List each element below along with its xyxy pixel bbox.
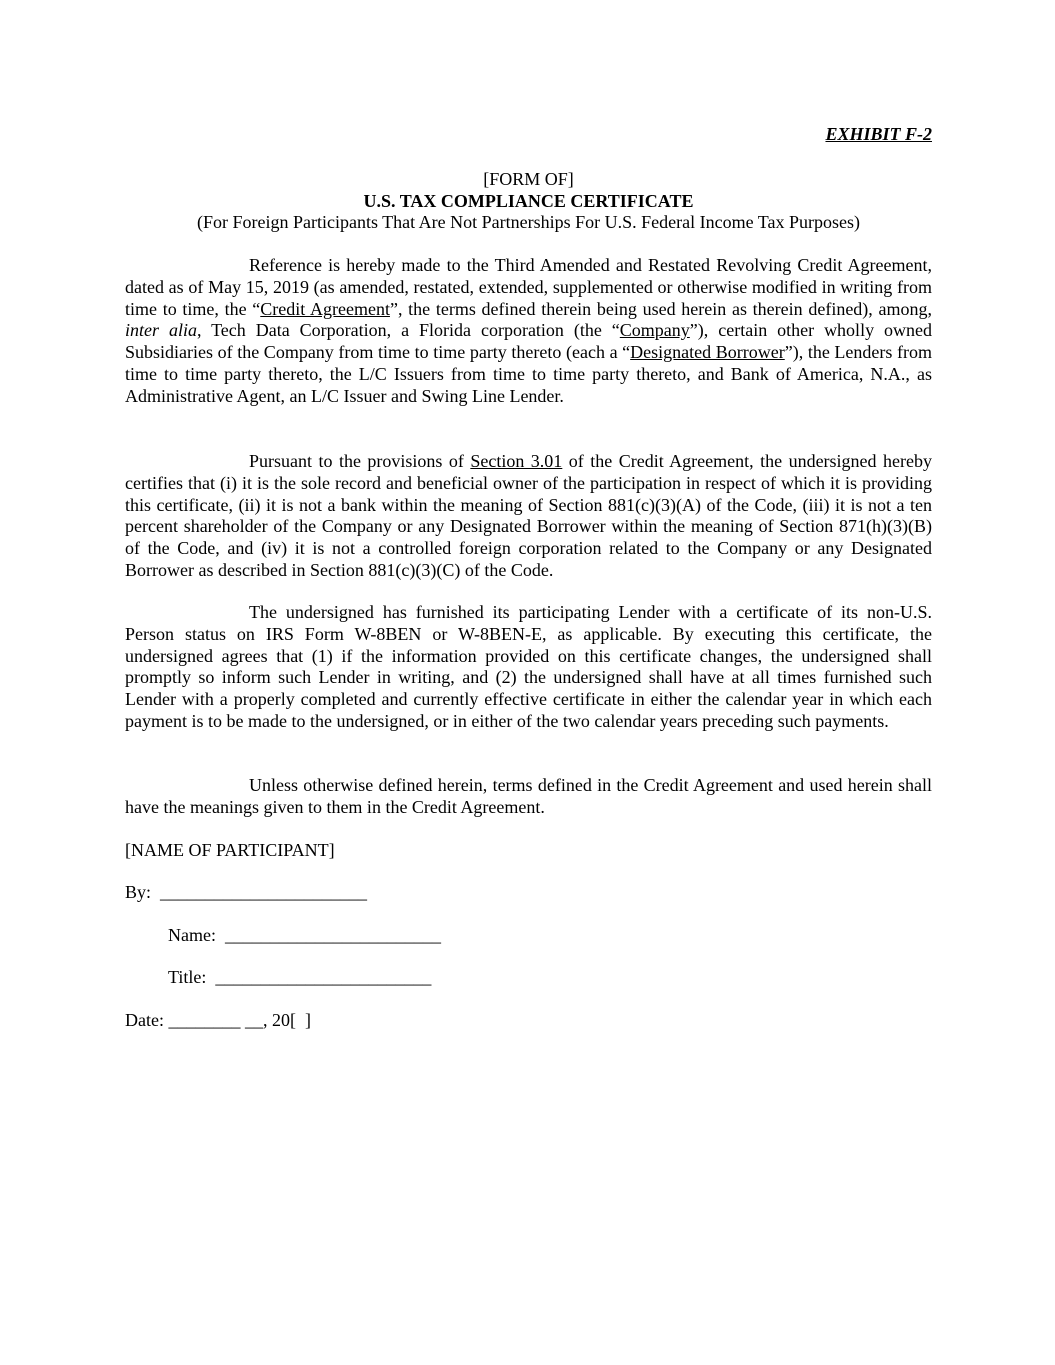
exhibit-label: EXHIBIT F-2: [825, 124, 932, 144]
name-line: Name: ________________________: [168, 925, 441, 945]
document-subtitle: (For Foreign Participants That Are Not Partnerships For U.S. Federal Income Tax Purposes): [197, 212, 860, 232]
document-title: U.S. TAX COMPLIANCE CERTIFICATE: [363, 191, 694, 211]
paragraph-reference: Reference is hereby made to the Third Amended and Restated Revolving Credit Agreement, dated as of May 15, 2019 (as amended, restated, extended, supplemented or otherwise modified in writing from time to time, the “Credit Agreement”, the terms defined therein being used herein as therein defined), among, inter alia, Tech Data Corporation, a Florida corporation (the “Company”), certain other wholly owned Subsidiaries of the Company from time to time party thereto (each a “Designated Borrower”), the Lenders from time to time party thereto, the L/C Issuers from time to time party thereto, and Bank of America, N.A., as Administrative Agent, an L/C Issuer and Swing Line Lender.: [125, 255, 932, 406]
paragraph-furnished: The undersigned has furnished its participating Lender with a certificate of its non-U.S. Person status on IRS Form W-8BEN or W-8BEN-E, as applicable. By executing this certificate, the undersigned agrees that (1) if the information provided on this certificate changes, the undersigned shall promptly so inform such Lender in writing, and (2) the undersigned shall have at all times furnished such Lender with a properly completed and currently effective certificate in either the calendar year in which each payment is to be made to the undersigned, or in either of the two calendar years preceding such payments.: [125, 602, 932, 731]
title-line: Title: ________________________: [168, 967, 432, 987]
section-reference: Section 3.01: [470, 451, 563, 471]
by-signature-line: By: _______________________: [125, 882, 368, 902]
date-line: Date: ________ __, 20[ ]: [125, 1010, 311, 1030]
defined-term-credit-agreement: Credit Agreement: [260, 298, 390, 319]
paragraph-definitions: Unless otherwise defined herein, terms defined in the Credit Agreement and used herein shall have the meanings given to them in the Credit Agreement.: [125, 775, 932, 817]
inter-alia-text: inter alia: [125, 320, 197, 341]
defined-term-company: Company: [619, 320, 690, 341]
participant-name-placeholder: [NAME OF PARTICIPANT]: [125, 840, 335, 860]
form-of-heading: [FORM OF]: [483, 169, 574, 189]
defined-term-designated-borrower: Designated Borrower: [630, 342, 785, 363]
paragraph-certification: Pursuant to the provisions of Section 3.01 of the Credit Agreement, the undersigned hereby certifies that (i) it is the sole record and beneficial owner of the participation in respect of which it is providing this certificate, (ii) it is not a bank within the meaning of Section 881(c)(3)(A) of the Code, (iii) it is not a ten percent shareholder of the Company or any Designated Borrower within the meaning of Section 871(h)(3)(B) of the Code, and (iv) it is not a controlled foreign corporation related to the Company or any Designated Borrower as described in Section 881(c)(3)(C) of the Code.: [125, 451, 932, 580]
